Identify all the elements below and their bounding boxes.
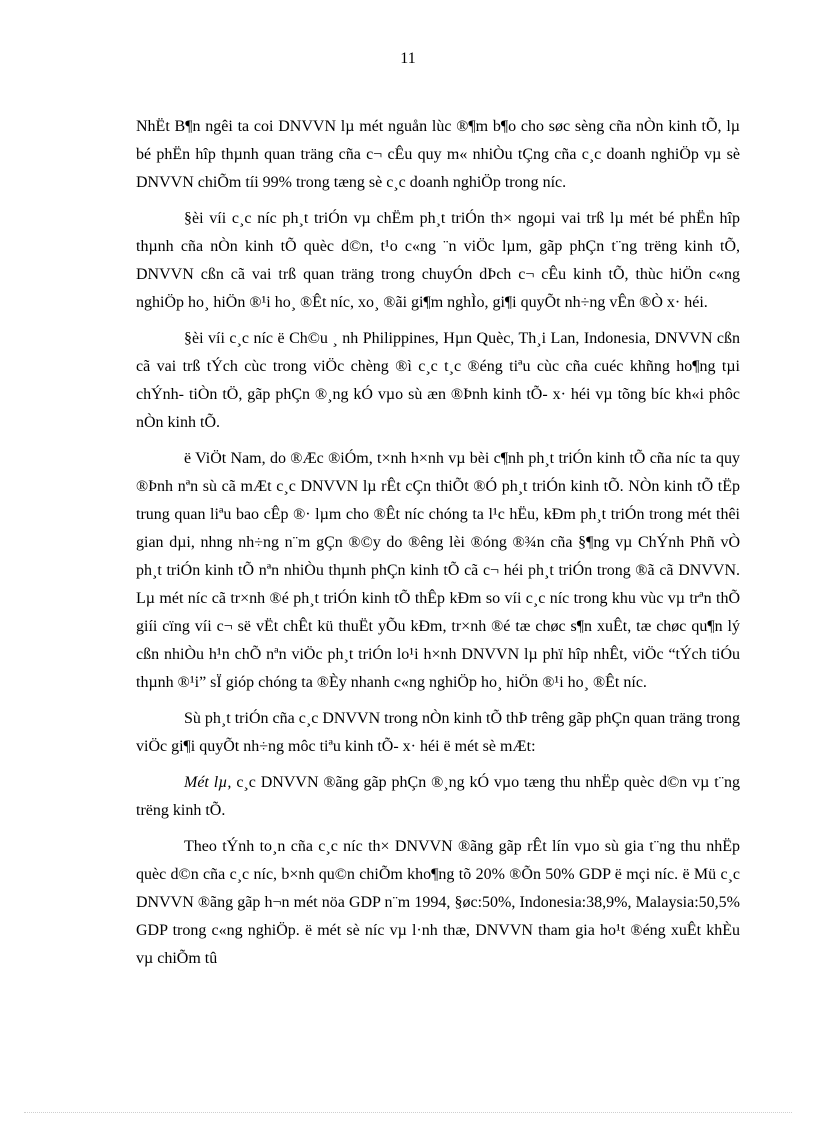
first-point-text: c¸c DNVVN ®ãng gãp phÇn ®¸ng kÓ vµo tæng thu nhËp quèc d©n vµ t¨ng trëng kinh tÕ. — [136, 774, 741, 819]
paragraph-market-economy: Sù ph¸t triÓn cña c¸c DNVVN trong nÒn kinh tÕ thÞ trêng gãp phÇn quan träng trong viÖc gi¶i quyÕt nh÷ng môc tiªu kinh tÕ- x· héi ë mét sè mÆt: — [136, 710, 740, 755]
first-point-lead: Mét lµ, — [184, 774, 232, 791]
page-number: 11 — [400, 50, 416, 67]
paragraph-vietnam: ë ViÖt Nam, do ®Æc ®iÓm, t×nh h×nh vµ bèi c¶nh ph¸t triÓn kinh tÕ cña níc ta quy ®Þnh nªn sù cã mÆt c¸c DNVVN lµ rÊt cÇn thiÕt ®Ó ph¸t triÓn kinh tÕ. NÒn kinh tÕ tËp trung quan liªu bao cÊp ®· lµm cho ®Êt níc chóng ta l¹c hËu, kÐm ph¸t triÓn trong mét thêi gian dµi, nhng nh÷ng n¨m gÇn ®©y do ®êng lèi ®óng ®¾n cña §¶ng vµ ChÝnh Phñ vÒ ph¸t triÓn kinh tÕ nªn nhiÒu thµnh phÇn kinh tÕ cã c¬ héi ph¸t triÓn trong ®ã cã DNVVN. Lµ mét níc cã tr×nh ®é ph¸t triÓn kinh tÕ thÊp kÐm so víi c¸c níc trong khu vùc vµ trªn thÕ giíi cïng víi c¬ së vËt chÊt kü thuËt yÕu kÐm, tr×nh ®é tæ chøc s¶n xuÊt, tæ chøc qu¶n lý cßn nhiÒu h¹n chÕ nªn viÖc ph¸t triÓn lo¹i h×nh DNVVN lµ phï hîp nhÊt, viÖc “tÝch tiÓu thµnh ®¹i” sÏ gióp chóng ta ®Èy nhanh c«ng nghiÖp ho¸ hiÖn ®¹i ho¸ ®Êt níc. — [136, 450, 740, 691]
paragraph-developing-countries: §èi víi c¸c níc ph¸t triÓn vµ chËm ph¸t triÓn th× ngoµi vai trß lµ mét bé phËn hîp thµnh cña nÒn kinh tÕ quèc d©n, t¹o c«ng ¨n viÖc lµm, gãp phÇn t¨ng trëng kinh tÕ, DNVVN cßn cã vai trß quan träng trong chuyÓn dÞch c¬ cÊu kinh tÕ, thùc hiÖn c«ng nghiÖp ho¸ hiÖn ®¹i ho¸ ®Êt níc, xo¸ ®ãi gi¶m nghÌo, gi¶i quyÕt nh÷ng vÊn ®Ò x· héi. — [136, 210, 740, 311]
paragraph-japan: NhËt B¶n ngêi ta coi DNVVN lµ mét nguån lùc ®¶m b¶o cho søc sèng cña nÒn kinh tÕ, lµ bé phËn hîp thµnh quan träng cña c¬ cÊu quy m« nhiÒu tÇng cña c¸c doanh nghiÖp vµ sè DNVVN chiÕm tíi 99% trong tæng sè c¸c doanh nghiÖp trong níc. — [136, 118, 740, 191]
paragraph-asia: §èi víi c¸c níc ë Ch©u ¸ nh Philippines, Hµn Quèc, Th¸i Lan, Indonesia, DNVVN cßn cã vai trß tÝch cùc trong viÖc chèng ®ì c¸c t¸c ®éng tiªu cùc cña cuéc khñng ho¶ng tµi chÝnh- tiÒn tÖ, gãp phÇn ®¸ng kÓ vµo sù æn ®Þnh kinh tÕ- x· héi vµ tõng bíc kh«i phôc nÒn kinh tÕ. — [136, 330, 740, 431]
paragraph-gdp: Theo tÝnh to¸n cña c¸c níc th× DNVVN ®ãng gãp rÊt lín vµo sù gia t¨ng thu nhËp quèc d©n cña c¸c níc, b×nh qu©n chiÕm kho¶ng tõ 20% ®Õn 50% GDP ë mçi níc. ë Mü c¸c DNVVN ®ãng gãp h¬n mét nöa GDP n¨m 1994, §øc:50%, Indonesia:38,9%, Malaysia:50,5% GDP trong c«ng nghiÖp. ë mét sè níc vµ l·nh thæ, DNVVN tham gia ho¹t ®éng xuÊt khÈu vµ chiÕm tû — [136, 838, 740, 967]
paragraph-first-point — [136, 769, 740, 825]
page-bottom-divider — [24, 1112, 792, 1113]
body-text — [136, 113, 740, 981]
